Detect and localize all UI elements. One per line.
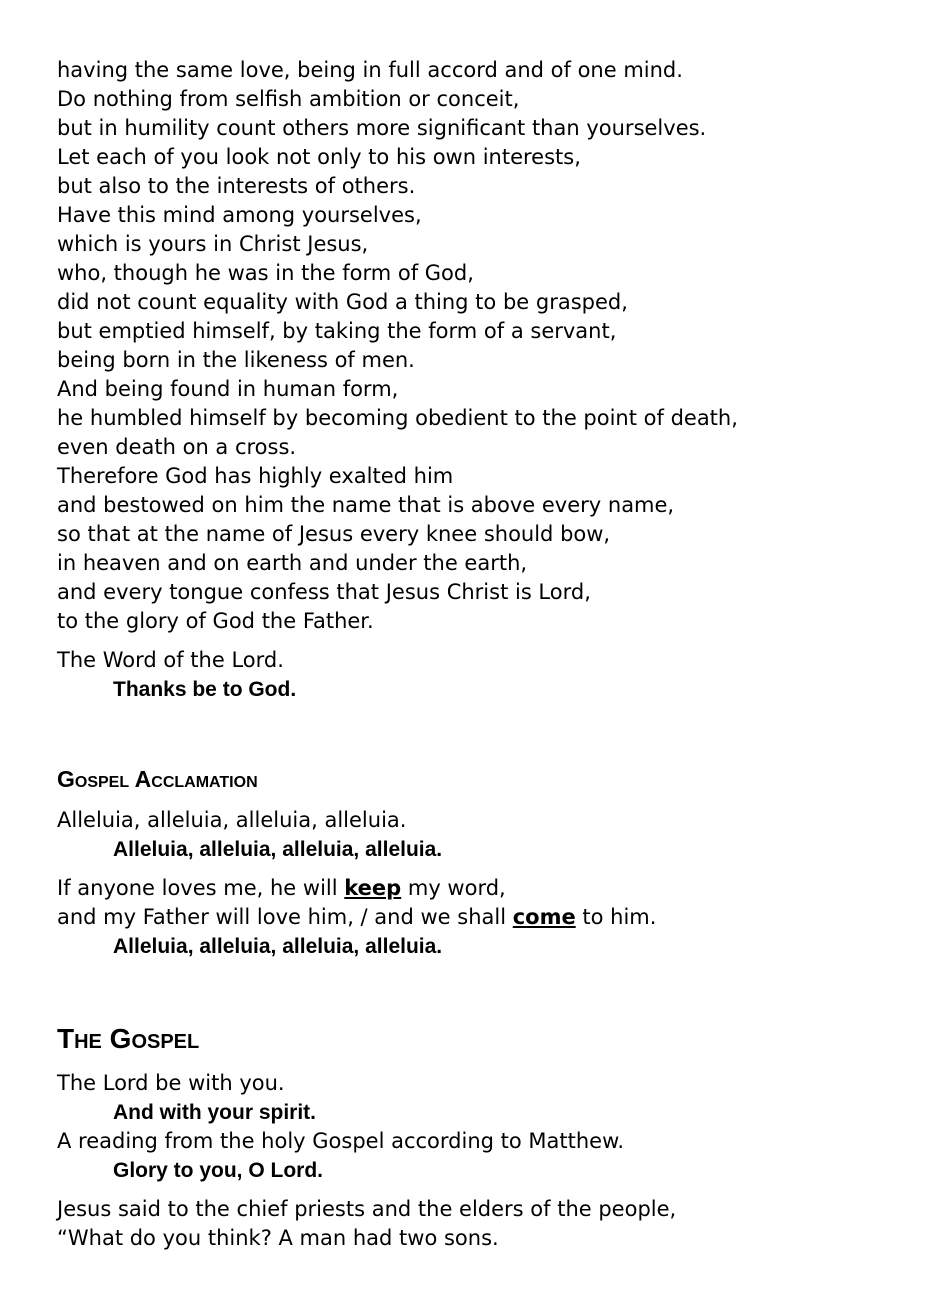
acclamation-verse-line-1 bbox=[57, 874, 907, 903]
verse-text: my word, bbox=[401, 876, 506, 900]
epistle-response: Thanks be to God. bbox=[113, 678, 297, 701]
epistle-line: but in humility count others more significant than yourselves. bbox=[57, 116, 707, 140]
epistle-line: to the glory of God the Father. bbox=[57, 609, 374, 633]
epistle-line: Do nothing from selfish ambition or conceit, bbox=[57, 87, 520, 111]
acclamation-heading: Gospel Acclamation bbox=[57, 766, 258, 792]
epistle-line: and every tongue confess that Jesus Christ is Lord, bbox=[57, 580, 591, 604]
epistle-line: which is yours in Christ Jesus, bbox=[57, 232, 369, 256]
epistle-line: did not count equality with God a thing to be grasped, bbox=[57, 290, 628, 314]
verse-text: and my Father will love him, / and we shall bbox=[57, 905, 513, 929]
epistle-closing: The Word of the Lord. bbox=[57, 648, 284, 672]
epistle-line: even death on a cross. bbox=[57, 435, 297, 459]
epistle-line: and bestowed on him the name that is above every name, bbox=[57, 493, 675, 517]
gospel-announcement: A reading from the holy Gospel according to Matthew. bbox=[57, 1129, 624, 1153]
epistle-line: Let each of you look not only to his own interests, bbox=[57, 145, 581, 169]
gospel-greeting: The Lord be with you. bbox=[57, 1071, 285, 1095]
verse-emphasis: come bbox=[512, 905, 576, 929]
gospel-announcement-response: Glory to you, O Lord. bbox=[113, 1159, 323, 1182]
epistle-line: so that at the name of Jesus every knee should bow, bbox=[57, 522, 611, 546]
epistle-line: but also to the interests of others. bbox=[57, 174, 416, 198]
gospel-text-line: “What do you think? A man had two sons. bbox=[57, 1226, 499, 1250]
epistle-line: who, though he was in the form of God, bbox=[57, 261, 474, 285]
epistle-line: he humbled himself by becoming obedient to the point of death, bbox=[57, 406, 738, 430]
gospel-heading: The Gospel bbox=[57, 1023, 200, 1054]
epistle-line: Therefore God has highly exalted him bbox=[57, 464, 454, 488]
epistle-line: And being found in human form, bbox=[57, 377, 399, 401]
epistle-reading bbox=[57, 56, 907, 636]
acclamation-verse-response: Alleluia, alleluia, alleluia, alleluia. bbox=[113, 935, 443, 958]
acclamation-intro: Alleluia, alleluia, alleluia, alleluia. bbox=[57, 808, 407, 832]
epistle-line: having the same love, being in full accord and of one mind. bbox=[57, 58, 683, 82]
verse-emphasis: keep bbox=[344, 876, 402, 900]
acclamation-verse-line-2 bbox=[57, 903, 907, 932]
verse-text: to him. bbox=[575, 905, 657, 929]
gospel-greeting-response: And with your spirit. bbox=[113, 1101, 316, 1124]
acclamation-intro-response: Alleluia, alleluia, alleluia, alleluia. bbox=[113, 838, 443, 861]
gospel-text-line: Jesus said to the chief priests and the elders of the people, bbox=[57, 1197, 677, 1221]
epistle-line: being born in the likeness of men. bbox=[57, 348, 415, 372]
epistle-line: but emptied himself, by taking the form of a servant, bbox=[57, 319, 617, 343]
epistle-line: Have this mind among yourselves, bbox=[57, 203, 422, 227]
verse-text: If anyone loves me, he will bbox=[57, 876, 345, 900]
liturgy-page bbox=[57, 56, 907, 1253]
epistle-line: in heaven and on earth and under the earth, bbox=[57, 551, 528, 575]
